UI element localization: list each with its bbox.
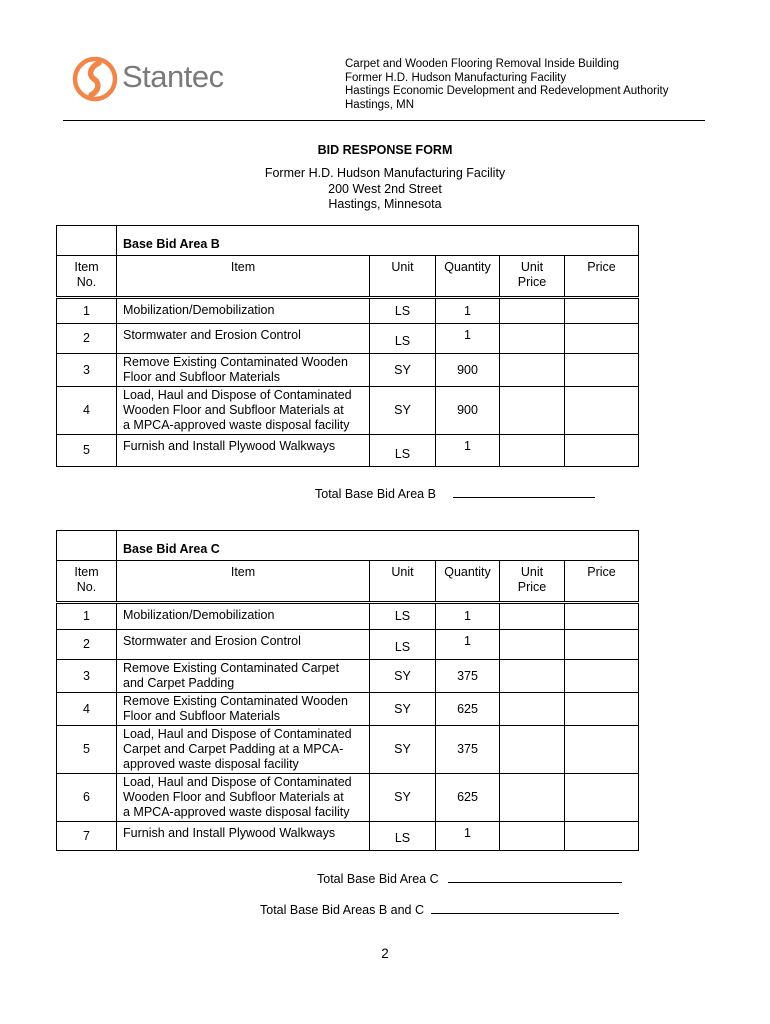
unit-value: SY bbox=[394, 668, 411, 683]
quantity-value: 1 bbox=[464, 328, 471, 342]
quantity-value: 1 bbox=[464, 609, 471, 623]
subtitle-line: Hastings, Minnesota bbox=[328, 197, 442, 211]
quantity-value: 1 bbox=[464, 439, 471, 453]
unit-price-input[interactable] bbox=[500, 774, 565, 822]
item-description-line: a MPCA-approved waste disposal facility bbox=[123, 805, 350, 819]
quantity-cell bbox=[436, 354, 500, 387]
quantity-value: 1 bbox=[464, 634, 471, 648]
header-unit-price bbox=[500, 561, 565, 603]
quantity-value: 375 bbox=[457, 668, 478, 683]
area-title-row bbox=[57, 226, 639, 256]
quantity-cell bbox=[436, 435, 500, 467]
item-description-cell bbox=[117, 435, 370, 467]
item-no: 5 bbox=[83, 742, 90, 756]
price-input[interactable] bbox=[565, 387, 639, 435]
total-area-c-label: Total Base Bid Area C bbox=[317, 872, 439, 886]
price-input[interactable] bbox=[565, 822, 639, 851]
price-input[interactable] bbox=[565, 324, 639, 354]
total-area-bc bbox=[260, 901, 619, 917]
quantity-value: 1 bbox=[464, 303, 471, 318]
total-area-bc-blank[interactable] bbox=[431, 901, 619, 914]
header-item-label: Item bbox=[230, 260, 256, 274]
quantity-value: 900 bbox=[457, 362, 478, 377]
header-item-no-line: Item bbox=[74, 260, 99, 274]
area-title-cell bbox=[117, 226, 639, 256]
unit-cell bbox=[370, 387, 436, 435]
item-description-line: Wooden Floor and Subfloor Materials at bbox=[123, 403, 344, 417]
unit-value: LS bbox=[394, 831, 411, 845]
header-quantity bbox=[436, 256, 500, 298]
item-description-line: Mobilization/Demobilization bbox=[123, 608, 275, 622]
quantity-value: 375 bbox=[457, 742, 478, 756]
table-row bbox=[57, 660, 639, 693]
quantity-cell bbox=[436, 324, 500, 354]
table-row bbox=[57, 387, 639, 435]
unit-cell bbox=[370, 435, 436, 467]
item-description-line: Furnish and Install Plywood Walkways bbox=[123, 439, 336, 453]
header-unit bbox=[370, 561, 436, 603]
unit-cell bbox=[370, 298, 436, 324]
table-row bbox=[57, 822, 639, 851]
item-description-line: Remove Existing Contaminated Wooden bbox=[123, 694, 348, 708]
quantity-value: 1 bbox=[464, 826, 471, 840]
column-header-row bbox=[57, 256, 639, 298]
area-title: Base Bid Area B bbox=[123, 237, 220, 251]
total-area-b bbox=[315, 485, 595, 501]
header-quantity-label: Quantity bbox=[444, 565, 491, 579]
header-price bbox=[565, 256, 639, 298]
table-row bbox=[57, 774, 639, 822]
price-input[interactable] bbox=[565, 726, 639, 774]
quantity-value: 900 bbox=[457, 403, 478, 417]
document-header bbox=[345, 58, 668, 112]
item-description-line: Stormwater and Erosion Control bbox=[123, 328, 301, 342]
unit-value: LS bbox=[394, 303, 411, 318]
item-no-cell bbox=[57, 324, 117, 354]
quantity-cell bbox=[436, 693, 500, 726]
item-no: 6 bbox=[83, 790, 90, 804]
quantity-value: 625 bbox=[457, 701, 478, 716]
quantity-cell bbox=[436, 726, 500, 774]
quantity-cell bbox=[436, 822, 500, 851]
item-description-cell bbox=[117, 693, 370, 726]
header-item-no-line: Item bbox=[74, 565, 99, 579]
item-description-line: Remove Existing Contaminated Carpet bbox=[123, 661, 340, 675]
unit-cell bbox=[370, 630, 436, 660]
quantity-value: 625 bbox=[457, 790, 478, 804]
bid-table-area-b bbox=[56, 225, 639, 467]
price-input[interactable] bbox=[565, 298, 639, 324]
column-header-row bbox=[57, 561, 639, 603]
stantec-logo-icon bbox=[72, 55, 118, 103]
unit-value: LS bbox=[394, 447, 411, 461]
header-item-no bbox=[57, 561, 117, 603]
subtitle-line: Former H.D. Hudson Manufacturing Facility bbox=[264, 166, 506, 180]
price-input[interactable] bbox=[565, 693, 639, 726]
item-description-line: Mobilization/Demobilization bbox=[123, 303, 275, 317]
item-no-cell bbox=[57, 298, 117, 324]
header-unit-price-line: Price bbox=[517, 580, 547, 594]
header-unit-price bbox=[500, 256, 565, 298]
table-row bbox=[57, 298, 639, 324]
area-title-spacer bbox=[57, 531, 117, 561]
item-description-line: Floor and Subfloor Materials bbox=[123, 370, 281, 384]
total-area-b-label: Total Base Bid Area B bbox=[315, 487, 436, 501]
table-row bbox=[57, 726, 639, 774]
form-subtitle bbox=[0, 166, 770, 213]
header-item bbox=[117, 256, 370, 298]
header-unit-label: Unit bbox=[391, 260, 414, 274]
quantity-cell bbox=[436, 774, 500, 822]
unit-value: LS bbox=[394, 640, 411, 654]
unit-value: SY bbox=[394, 742, 411, 756]
quantity-cell bbox=[436, 387, 500, 435]
item-no-cell bbox=[57, 774, 117, 822]
table-row bbox=[57, 324, 639, 354]
header-price-label: Price bbox=[587, 565, 616, 579]
item-no: 3 bbox=[83, 362, 90, 377]
item-no-cell bbox=[57, 603, 117, 630]
header-line: Hastings Economic Development and Redevelopment Authority bbox=[345, 85, 669, 97]
item-no-cell bbox=[57, 660, 117, 693]
item-description-line: Remove Existing Contaminated Wooden bbox=[123, 355, 348, 369]
quantity-cell bbox=[436, 660, 500, 693]
table-row bbox=[57, 603, 639, 630]
header-unit bbox=[370, 256, 436, 298]
item-description-cell bbox=[117, 726, 370, 774]
quantity-cell bbox=[436, 603, 500, 630]
unit-cell bbox=[370, 603, 436, 630]
unit-value: SY bbox=[394, 790, 411, 804]
total-area-b-blank[interactable] bbox=[453, 485, 595, 498]
item-description-cell bbox=[117, 298, 370, 324]
unit-cell bbox=[370, 324, 436, 354]
item-description-line: Stormwater and Erosion Control bbox=[123, 634, 301, 648]
unit-price-input[interactable] bbox=[500, 603, 565, 630]
table-row bbox=[57, 630, 639, 660]
unit-value: SY bbox=[394, 362, 411, 377]
item-no: 1 bbox=[83, 303, 90, 318]
header-quantity bbox=[436, 561, 500, 603]
price-input[interactable] bbox=[565, 354, 639, 387]
header-line: Hastings, MN bbox=[345, 98, 415, 111]
bid-table-area-c bbox=[56, 530, 639, 851]
item-description-line: approved waste disposal facility bbox=[123, 757, 299, 771]
unit-cell bbox=[370, 354, 436, 387]
company-name: Stantec bbox=[122, 59, 224, 94]
unit-cell bbox=[370, 822, 436, 851]
total-area-c-blank[interactable] bbox=[448, 870, 622, 883]
item-no-cell bbox=[57, 693, 117, 726]
item-description-cell bbox=[117, 324, 370, 354]
header-line: Former H.D. Hudson Manufacturing Facility bbox=[345, 71, 567, 84]
header-item-label: Item bbox=[230, 565, 256, 579]
unit-value: LS bbox=[394, 609, 411, 623]
item-no-cell bbox=[57, 822, 117, 851]
item-description-line: Load, Haul and Dispose of Contaminated bbox=[123, 388, 352, 402]
item-description-cell bbox=[117, 822, 370, 851]
item-no: 3 bbox=[83, 668, 90, 683]
area-title-cell bbox=[117, 531, 639, 561]
unit-price-input[interactable] bbox=[500, 660, 565, 693]
unit-price-input[interactable] bbox=[500, 435, 565, 467]
item-description-line: Load, Haul and Dispose of Contaminated bbox=[123, 775, 352, 789]
item-no: 1 bbox=[83, 609, 90, 623]
unit-price-input[interactable] bbox=[500, 298, 565, 324]
header-line: Carpet and Wooden Flooring Removal Inside Building bbox=[345, 58, 620, 70]
item-description-line: Load, Haul and Dispose of Contaminated bbox=[123, 727, 352, 741]
item-no-cell bbox=[57, 387, 117, 435]
unit-price-input[interactable] bbox=[500, 387, 565, 435]
form-title: BID RESPONSE FORM bbox=[317, 143, 453, 157]
area-title-row bbox=[57, 531, 639, 561]
price-input[interactable] bbox=[565, 660, 639, 693]
item-description-line: Floor and Subfloor Materials bbox=[123, 709, 281, 723]
item-description-cell bbox=[117, 630, 370, 660]
header-item bbox=[117, 561, 370, 603]
total-area-c bbox=[317, 870, 622, 886]
unit-price-input[interactable] bbox=[500, 693, 565, 726]
item-no: 2 bbox=[83, 331, 90, 345]
item-description-cell bbox=[117, 660, 370, 693]
item-no-cell bbox=[57, 435, 117, 467]
table-row bbox=[57, 693, 639, 726]
item-description-line: Wooden Floor and Subfloor Materials at bbox=[123, 790, 344, 804]
area-title: Base Bid Area C bbox=[123, 542, 220, 556]
table-row bbox=[57, 354, 639, 387]
item-no: 7 bbox=[83, 828, 90, 843]
quantity-cell bbox=[436, 630, 500, 660]
header-unit-price-line: Unit bbox=[520, 260, 544, 274]
item-no: 4 bbox=[83, 403, 90, 417]
unit-cell bbox=[370, 774, 436, 822]
unit-value: LS bbox=[394, 334, 411, 348]
header-unit-label: Unit bbox=[391, 565, 414, 579]
item-description-line: Furnish and Install Plywood Walkways bbox=[123, 826, 336, 840]
header-price bbox=[565, 561, 639, 603]
item-description-line: and Carpet Padding bbox=[123, 676, 235, 690]
header-item-no-line: No. bbox=[76, 580, 97, 594]
unit-price-input[interactable] bbox=[500, 324, 565, 354]
item-no: 5 bbox=[83, 443, 90, 457]
price-input[interactable] bbox=[565, 630, 639, 660]
header-item-no-line: No. bbox=[76, 275, 97, 289]
header-unit-price-line: Unit bbox=[520, 565, 544, 579]
subtitle-line: 200 West 2nd Street bbox=[328, 181, 442, 196]
header-price-label: Price bbox=[587, 260, 616, 274]
unit-cell bbox=[370, 726, 436, 774]
item-description-cell bbox=[117, 387, 370, 435]
stantec-logo bbox=[72, 55, 272, 103]
unit-price-input[interactable] bbox=[500, 354, 565, 387]
unit-value: SY bbox=[394, 701, 411, 716]
header-item-no bbox=[57, 256, 117, 298]
item-no-cell bbox=[57, 354, 117, 387]
item-description-line: a MPCA-approved waste disposal facility bbox=[123, 418, 350, 432]
item-no-cell bbox=[57, 726, 117, 774]
header-unit-price-line: Price bbox=[517, 275, 547, 289]
item-description-cell bbox=[117, 603, 370, 630]
header-divider bbox=[63, 120, 705, 121]
unit-value: SY bbox=[394, 403, 411, 417]
quantity-cell bbox=[436, 298, 500, 324]
price-input[interactable] bbox=[565, 774, 639, 822]
item-no: 4 bbox=[83, 701, 90, 716]
area-title-spacer bbox=[57, 226, 117, 256]
unit-price-input[interactable] bbox=[500, 630, 565, 660]
unit-cell bbox=[370, 660, 436, 693]
page-number: 2 bbox=[381, 946, 389, 961]
item-description-cell bbox=[117, 354, 370, 387]
unit-price-input[interactable] bbox=[500, 726, 565, 774]
table-row bbox=[57, 435, 639, 467]
unit-cell bbox=[370, 693, 436, 726]
price-input[interactable] bbox=[565, 435, 639, 467]
item-no-cell bbox=[57, 630, 117, 660]
item-description-cell bbox=[117, 774, 370, 822]
total-area-bc-label: Total Base Bid Areas B and C bbox=[260, 903, 424, 917]
unit-price-input[interactable] bbox=[500, 822, 565, 851]
item-description-line: Carpet and Carpet Padding at a MPCA- bbox=[123, 742, 344, 756]
price-input[interactable] bbox=[565, 603, 639, 630]
header-quantity-label: Quantity bbox=[444, 260, 491, 274]
item-no: 2 bbox=[83, 637, 90, 651]
